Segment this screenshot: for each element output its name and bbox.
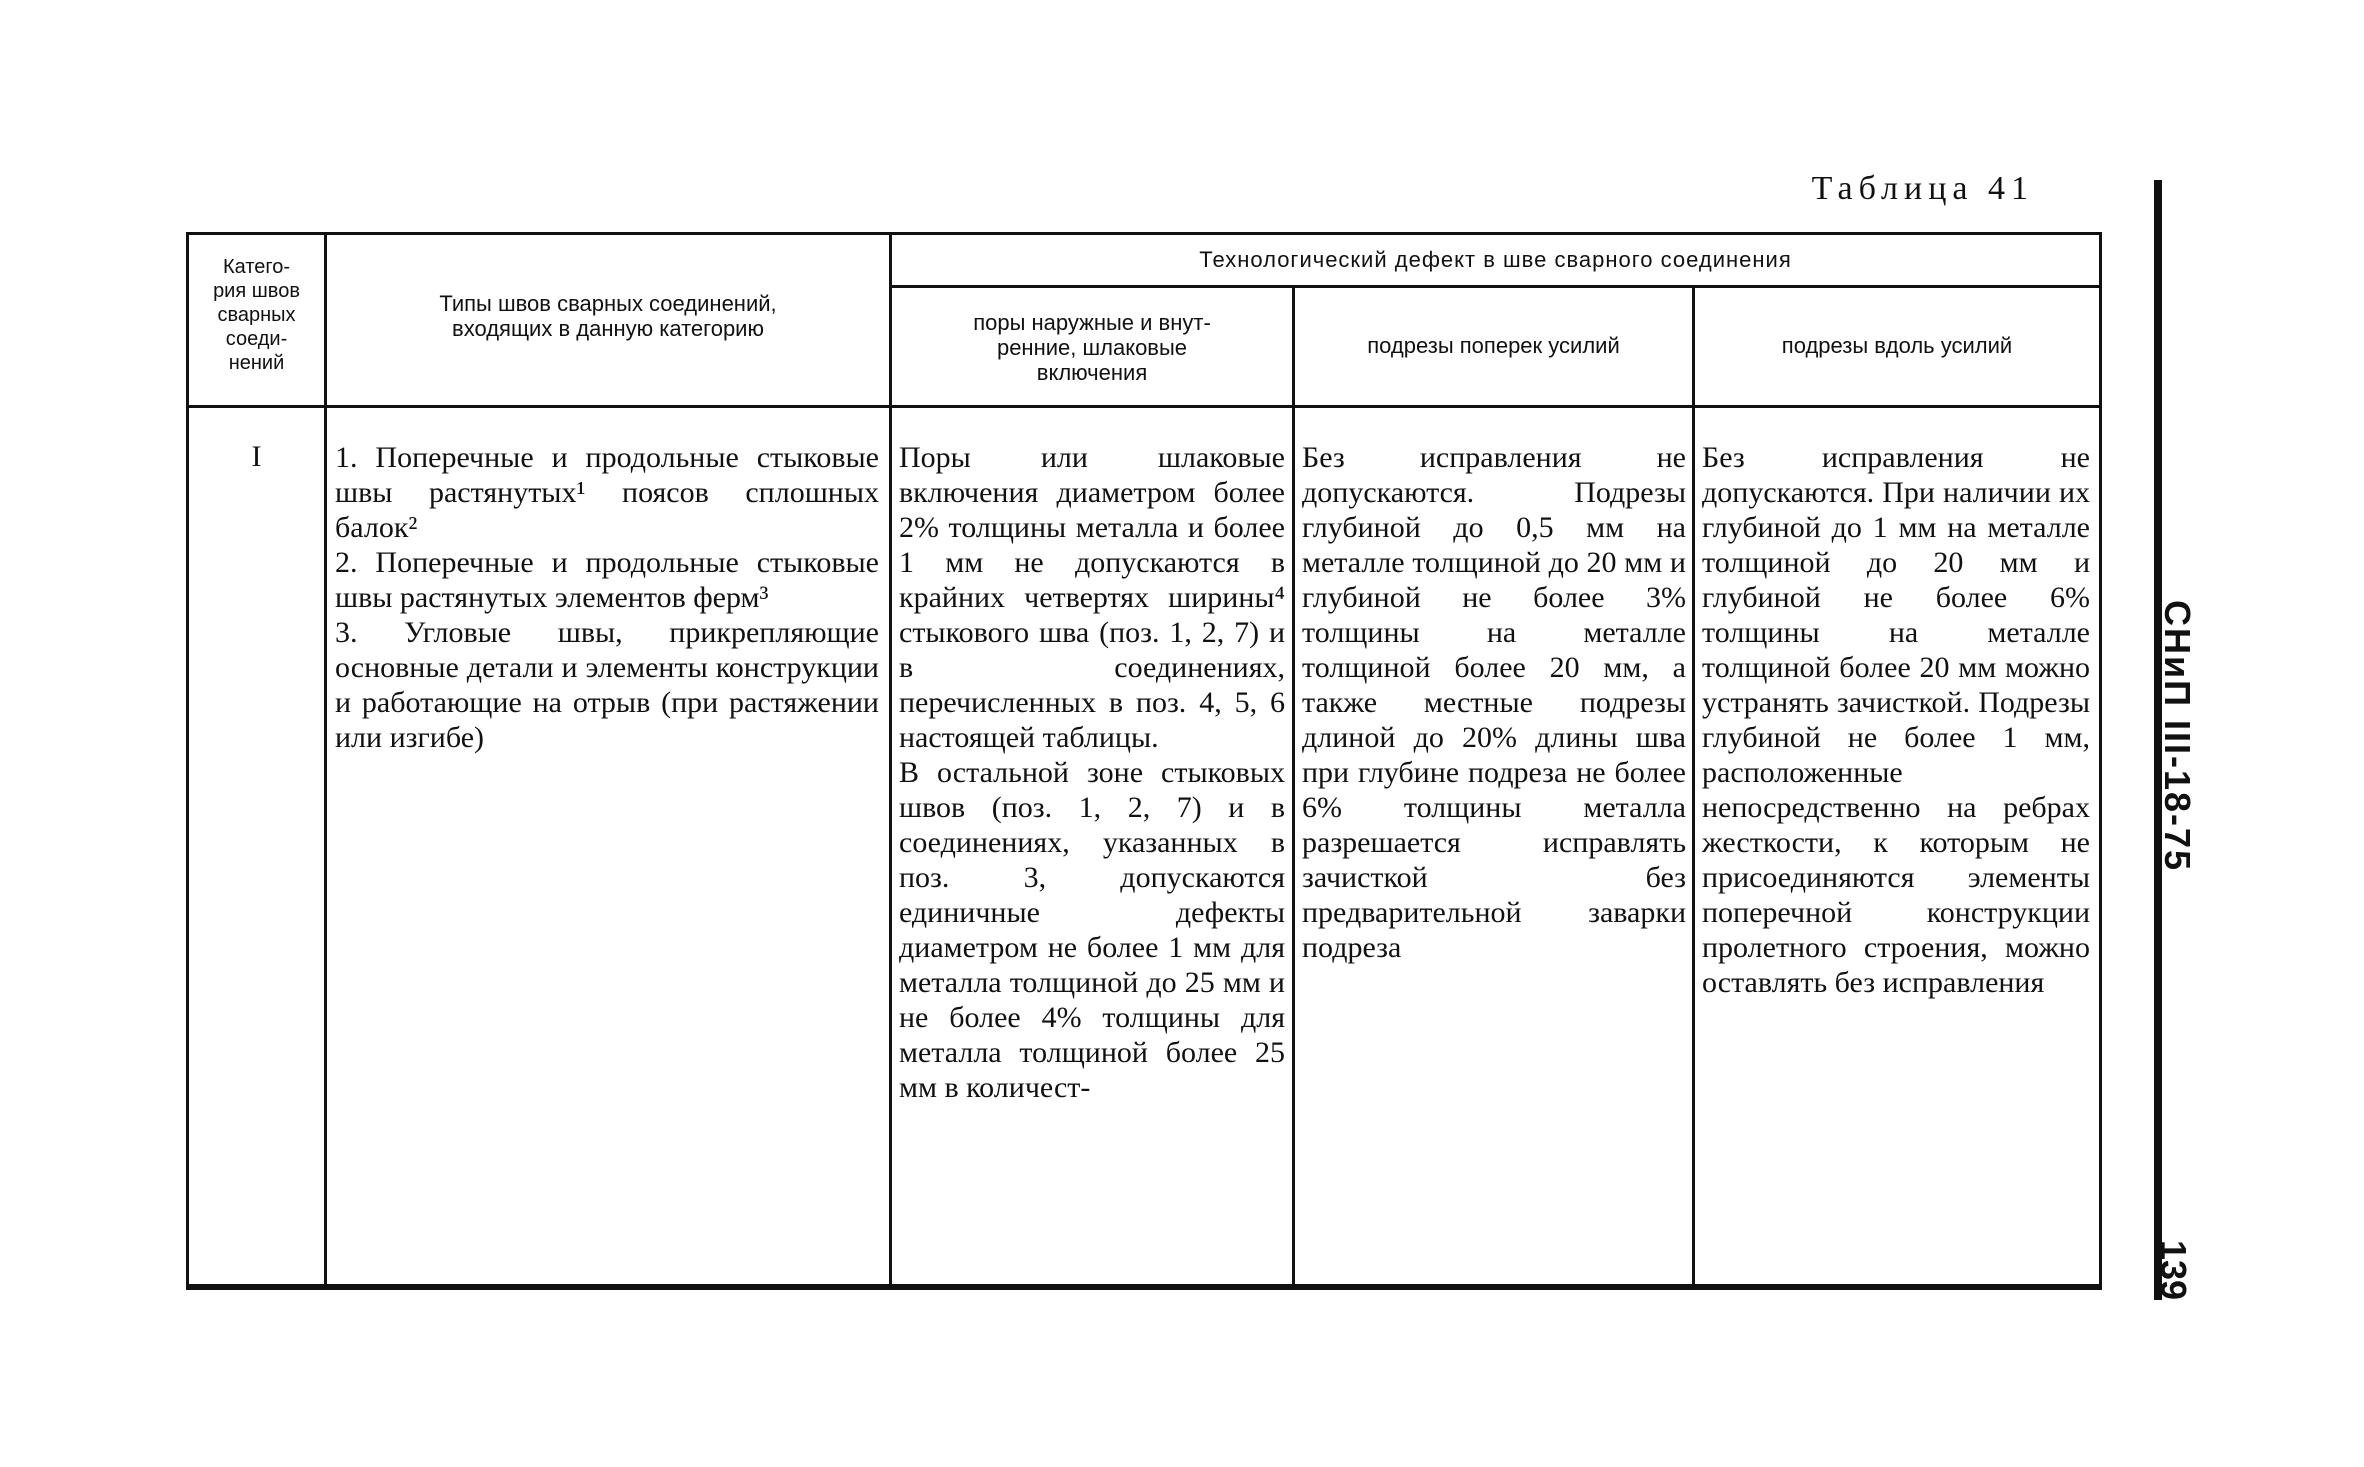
column-divider (1692, 288, 1695, 1284)
header-pores: поры наружные и внут- ренние, шлаковые включения (973, 310, 1211, 385)
header-bottom-divider (189, 405, 2099, 408)
page-number: 139 (2153, 1240, 2194, 1301)
defects-table (186, 232, 2102, 1290)
header-defect-group: Технологический дефект в шве сварного соединения (1199, 247, 1792, 272)
row-undercut-across: Без исправления не допускаются. Подрезы глубиной до 0,5 мм на металле толщиной до 20 мм и глубиной не более 3% толщины на металле толщиной более 20 мм, а также местные подрезы длиной до 20% длины шва при глубине подреза не более 6% толщины металла разрешается исправлять зачисткой без предварительной заварки подреза (1302, 441, 1686, 964)
header-category: Катего- рия швов сварных соеди- нений (213, 256, 300, 374)
row-pores: Поры или шлаковые включения диаметром более 2% толщины металла и более 1 мм не допускаются в крайних четвертях ширины⁴ стыкового шва (поз. 1, 2, 7) и в соединениях, перечисленных в поз. 4, 5, 6 настоящей таблицы. В остальной зоне стыковых швов (поз. 1, 2, 7) и в соединениях, указанных в поз. 3, допускаются единичные дефекты диаметром не более 1 мм для металла толщиной до 25 мм и не более 4% толщины для металла толщиной более 25 мм в количест- (899, 441, 1285, 1104)
header-types: Типы швов сварных соединений, входящих в данную категорию (439, 291, 777, 341)
table-title: Таблица 41 (1811, 170, 2034, 207)
row-types: 1. Поперечные и продольные стыковые швы растянутых¹ поясов сплошных балок² 2. Поперечные и продольные стыковые швы растянутых элементов ферм³ 3. Угловые швы, прикрепляющие основные детали и элементы конструкции и работающие на отрыв (при растяжении или изгибе) (335, 441, 879, 754)
column-divider (1292, 288, 1295, 1284)
row-undercut-along: Без исправления не допускаются. При наличии их глубиной до 1 мм на металле толщиной до 20 мм и глубиной не более 6% толщины на металле толщиной более 20 мм можно устранять зачисткой. Подрезы глубиной не более 1 мм, расположенные непосредственно на ребрах жесткости, к которым не присоединяются элементы поперечной конструкции пролетного строения, можно оставлять без исправления (1702, 441, 2090, 999)
row-category: I (251, 440, 262, 473)
header-undercut-along: подрезы вдоль усилий (1781, 333, 2013, 358)
document-code: СНиП III-18-75 (2157, 600, 2198, 873)
header-undercut-across: подрезы поперек усилий (1367, 333, 1620, 358)
